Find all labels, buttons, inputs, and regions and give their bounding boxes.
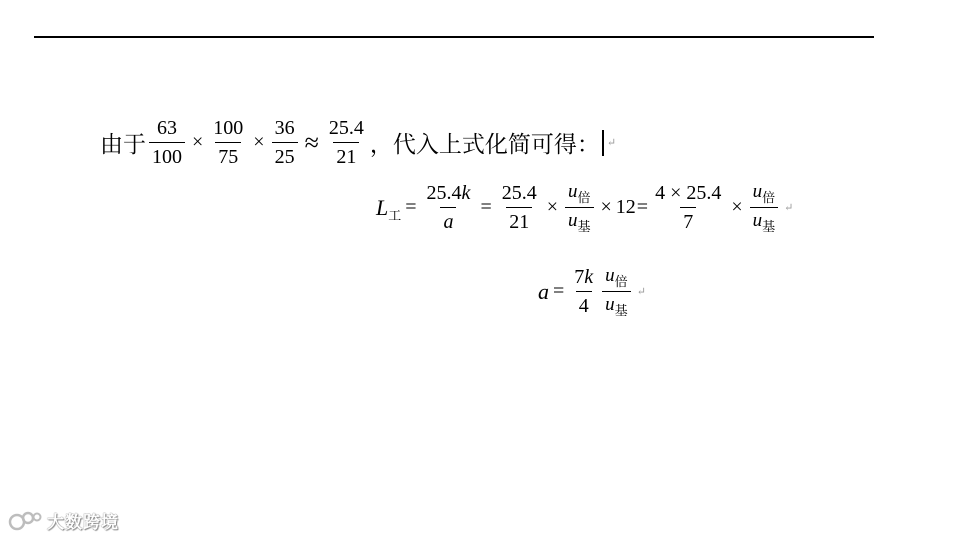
var-a: a bbox=[538, 278, 549, 304]
times-operator: × bbox=[731, 196, 743, 218]
logo-mark-icon bbox=[8, 510, 42, 532]
fraction-25.4-21: $\frac{25.4}{21}$ bbox=[501, 182, 537, 233]
equals-operator: = bbox=[553, 280, 565, 302]
fraction-u-bei-u-ji: $\frac{u_倍}{u_基}$ bbox=[750, 181, 779, 234]
approx-operator: ≈ bbox=[304, 127, 319, 157]
times-operator: × bbox=[192, 131, 204, 153]
var-L: $L_工$ bbox=[376, 194, 402, 224]
fraction-25.4-21: $\frac{25.4}{21}$ bbox=[328, 117, 364, 168]
fraction-100-75: $\frac{100}{75}$ bbox=[213, 117, 244, 168]
fraction-63-100: $\frac{63}{100}$ bbox=[149, 116, 185, 169]
equation-line-1 bbox=[100, 116, 616, 169]
equals-operator: = bbox=[405, 196, 417, 218]
fraction-4x25.4-7: $\frac{4 \times 25.4}{7}$ bbox=[655, 182, 722, 233]
equation-line-2 bbox=[376, 181, 793, 234]
paragraph-mark-icon: ↵ bbox=[606, 137, 617, 149]
equals-operator: = bbox=[636, 196, 649, 218]
number-12: 12 bbox=[615, 196, 636, 218]
fraction-25.4k-a: $\frac{25.4k}{a}$ bbox=[426, 182, 471, 233]
watermark bbox=[8, 508, 119, 533]
equation-line-3 bbox=[538, 265, 646, 318]
fraction-7k-4: $\frac{7k}{4}$ bbox=[574, 266, 594, 317]
times-operator: × bbox=[600, 196, 612, 218]
fraction-u-bei-u-ji: $\frac{u_倍}{u_基}$ bbox=[565, 181, 594, 234]
text-prefix: 由于 bbox=[100, 132, 146, 157]
header-rule bbox=[34, 36, 874, 38]
times-operator: × bbox=[546, 196, 558, 218]
paragraph-mark-icon: ↵ bbox=[636, 286, 646, 298]
watermark-text: 大数跨境 bbox=[47, 513, 119, 533]
text-cursor[interactable] bbox=[602, 130, 604, 156]
equals-operator: = bbox=[480, 196, 492, 218]
fraction-u-bei-u-ji: $\frac{u_倍}{u_基}$ bbox=[602, 265, 631, 318]
fraction-36-25: $\frac{36}{25}$ bbox=[272, 116, 298, 169]
times-operator: × bbox=[253, 131, 265, 153]
paragraph-mark-icon: ↵ bbox=[784, 202, 794, 214]
text-suffix: ，代入上式化简可得： bbox=[369, 132, 600, 157]
